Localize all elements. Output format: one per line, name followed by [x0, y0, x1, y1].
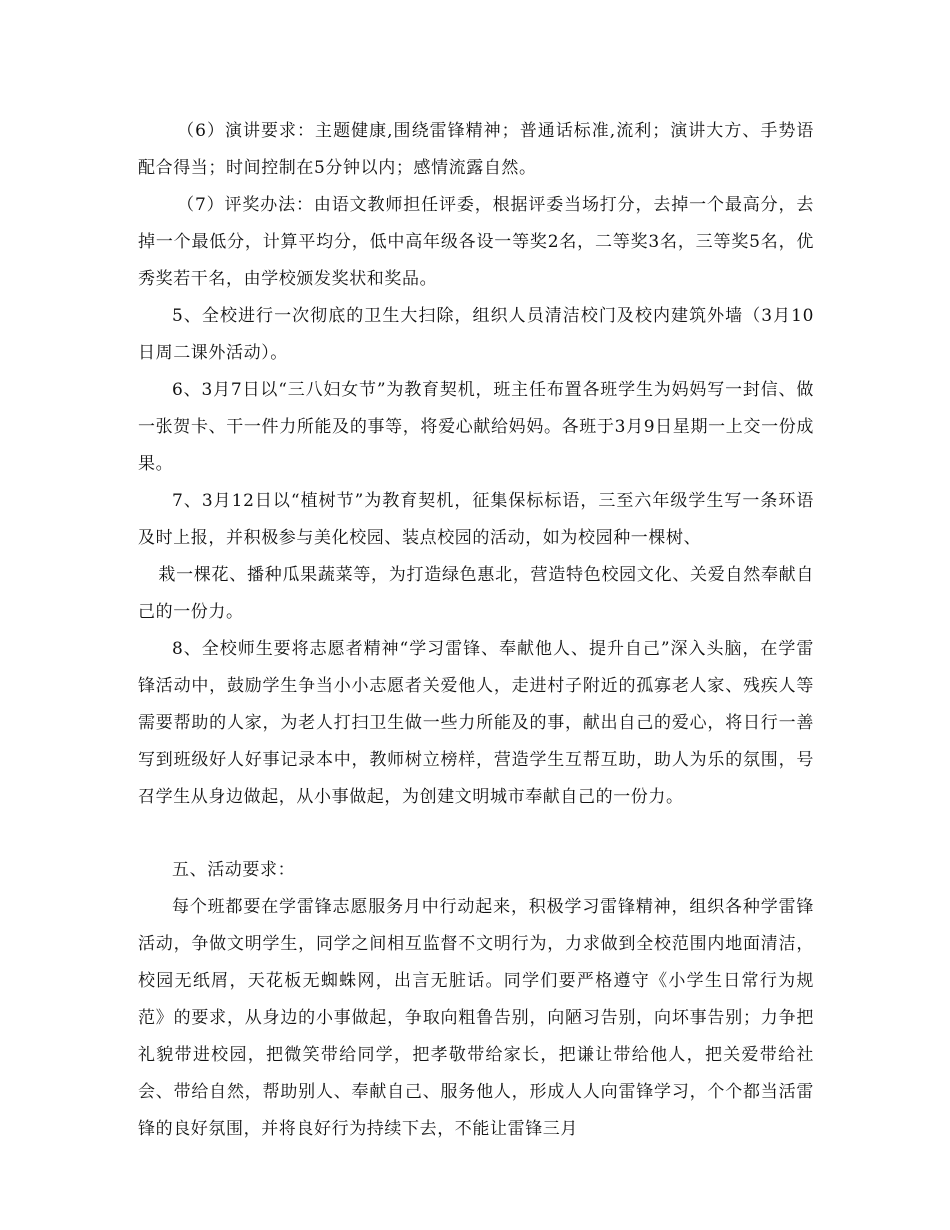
paragraph-arbor-day: 7、3月12日以“植树节”为教育契机，征集保标标语，三至六年级学生写一条环语及时上报，并积极参与美化校园、装点校园的活动，如为校园种一棵树、 [138, 491, 814, 548]
paragraph-cleaning: 5、全校进行一次彻底的卫生大扫除，组织人员清洁校门及校内建筑外墙（3月10日周二课外活动）。 [138, 306, 814, 363]
paragraph-speech-requirements: （6）演讲要求：主题健康,围绕雷锋精神；普通话标准,流利；演讲大方、手势语配合得当；时间控制在5分钟以内；感情流露自然。 [138, 121, 814, 178]
paragraph-womens-day: 6、3月7日以“三八妇女节”为教育契机，班主任布置各班学生为妈妈写一封信、做一张贺卡、干一件力所能及的事等，将爱心献给妈妈。各班于3月9日星期一上交一份成果。 [138, 380, 814, 474]
paragraph-award-method: （7）评奖办法：由语文教师担任评委，根据评委当场打分，去掉一个最高分，去掉一个最低分，计算平均分，低中高年级各设一等奖2名，二等奖3名，三等奖5名，优秀奖若干名，由学校颁发奖状和奖品。 [138, 195, 814, 289]
paragraph-volunteer-spirit: 8、全校师生要将志愿者精神“学习雷锋、奉献他人、提升自己”深入头脑，在学雷锋活动中，鼓励学生争当小小志愿者关爱他人，走进村子附近的孤寡老人家、残疾人等需要帮助的人家，为老人打扫卫生做一些力所能及的事，献出自己的爱心，将日行一善写到班级好人好事记录本中，教师树立榜样，营造学生互帮互助，助人为乐的氛围，号召学生从身边做起，从小事做起，为创建文明城市奉献自己的一份力。 [138, 639, 814, 807]
paragraph-arbor-day-continued: 栽一棵花、播种瓜果蔬菜等，为打造绿色惠北，营造特色校园文化、关爱自然奉献自己的一份力。 [138, 565, 814, 622]
paragraph-activity-requirements: 每个班都要在学雷锋志愿服务月中行动起来，积极学习雷锋精神，组织各种学雷锋活动，争做文明学生，同学之间相互监督不文明行为，力求做到全校范围内地面清洁，校园无纸屑，天花板无蜘蛛网，出言无脏话。同学们要严格遵守《小学生日常行为规范》的要求，从身边的小事做起，争取向粗鲁告别，向陋习告别，向坏事告别；力争把礼貌带进校园，把微笑带给同学，把孝敬带给家长，把谦让带给他人，把关爱带给社会、带给自然，帮助别人、奉献自己、服务他人，形成人人向雷锋学习，个个都当活雷锋的良好氛围，并将良好行为持续下去，不能让雷锋三月 [138, 897, 814, 1139]
section-heading-activity-requirements: 五、活动要求： [172, 860, 296, 880]
